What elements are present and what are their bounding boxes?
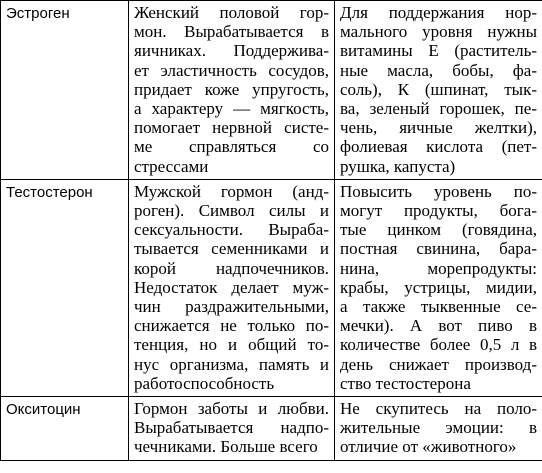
advice-text-line: Для поддержания нор- (340, 3, 537, 22)
hormone-name-cell (1, 1, 129, 180)
advice-text-line: рушка, капуста) (340, 156, 456, 176)
advice-text-line: мального уровня нужны (340, 22, 537, 42)
table-body (1, 1, 542, 461)
advice-text-line: день снижает производ- (340, 354, 537, 374)
advice-text-line: чень, яичные желтки), (340, 118, 537, 138)
hormone-effect-cell (129, 397, 335, 461)
advice-text-line: соль), К (шпинат, тык- (340, 79, 537, 99)
effect-text-line: яичниках. Поддержива- (134, 41, 329, 61)
advice-text-line: ные масла, бобы, фа- (340, 60, 537, 80)
effect-text-line: Мужской гормон (анд- (134, 181, 329, 201)
effect-text-line: роген). Символ силы и (134, 201, 329, 221)
advice-text-line: крабы, устрицы, мидии, (340, 277, 537, 297)
effect-text-line: ме справляться со (134, 137, 329, 157)
effect-text-line: мон. Вырабатывается в (134, 22, 329, 42)
hormone-effect-cell (129, 179, 335, 396)
advice-text-line: постная свинина, бара- (340, 239, 537, 259)
advice-text-line: количестве более 0,5 л в (340, 335, 537, 355)
effect-text-line: а характеру — мягкость, (134, 99, 329, 119)
advice-text-line: ство тестостерона (340, 373, 471, 393)
effect-text-line: стрессами (134, 156, 209, 176)
advice-text-line: Не скупитесь на поло- (340, 399, 537, 419)
hormone-advice-cell (335, 397, 542, 461)
hormone-name: Окситоцин (6, 401, 81, 419)
effect-text-line: помогает нервной систе- (134, 118, 329, 138)
advice-text-line: тые цинком (говядина, (340, 220, 537, 240)
effect-text-line: тывается семенниками и (134, 239, 329, 259)
hormone-advice-cell (335, 179, 542, 396)
effect-text-line: чечниками. Больше всего (134, 437, 318, 457)
hormone-name-cell (1, 179, 129, 396)
advice-text-line: ва, зеленый горошек, пе- (340, 99, 537, 119)
hormone-name: Тестостерон (6, 183, 93, 201)
effect-text-line: сексуальности. Выраба- (134, 220, 329, 240)
advice-text-line: витамины Е (раститель- (340, 41, 537, 61)
effect-text-line: придает коже упругость, (134, 79, 329, 99)
hormone-name-cell (1, 397, 129, 461)
row-oxytocin (1, 397, 542, 461)
advice-text-line: мечки). А вот пиво в (340, 316, 537, 336)
hormone-name: Эстроген (6, 5, 70, 22)
effect-text-line: Недостаток делает муж- (134, 277, 329, 297)
effect-text-line: работоспособность (134, 373, 275, 393)
effect-text-line: ет эластичность сосудов, (134, 60, 329, 80)
row-testosterone (1, 179, 542, 396)
hormone-advice-cell (335, 1, 542, 180)
advice-text-line: могут продукты, бога- (340, 201, 537, 221)
advice-text-line: Повысить уровень по- (340, 181, 537, 201)
effect-text-line: Женский половой гор- (134, 3, 329, 22)
effect-text-line: Гормон заботы и любви. (134, 399, 329, 419)
row-estrogen (1, 1, 542, 180)
advice-text-line: а также тыквенные се- (340, 297, 537, 317)
advice-text-line: отличие от «животного» (340, 437, 517, 457)
hormone-effect-cell (129, 1, 335, 180)
advice-text-line: нина, морепродукты: (340, 258, 537, 278)
effect-text-line: чин раздражительными, (134, 297, 329, 317)
effect-text-line: тенция, но и общий то- (134, 335, 329, 355)
advice-text-line: жительные эмоции: в (340, 418, 537, 438)
advice-text-line: фолиевая кислота (пет- (340, 137, 537, 157)
effect-text-line: нус организма, память и (134, 354, 329, 374)
effect-text-line: Вырабатывается надпо- (134, 418, 329, 438)
effect-text-line: снижается не только по- (134, 316, 329, 336)
effect-text-line: корой надпочечников. (134, 258, 329, 278)
